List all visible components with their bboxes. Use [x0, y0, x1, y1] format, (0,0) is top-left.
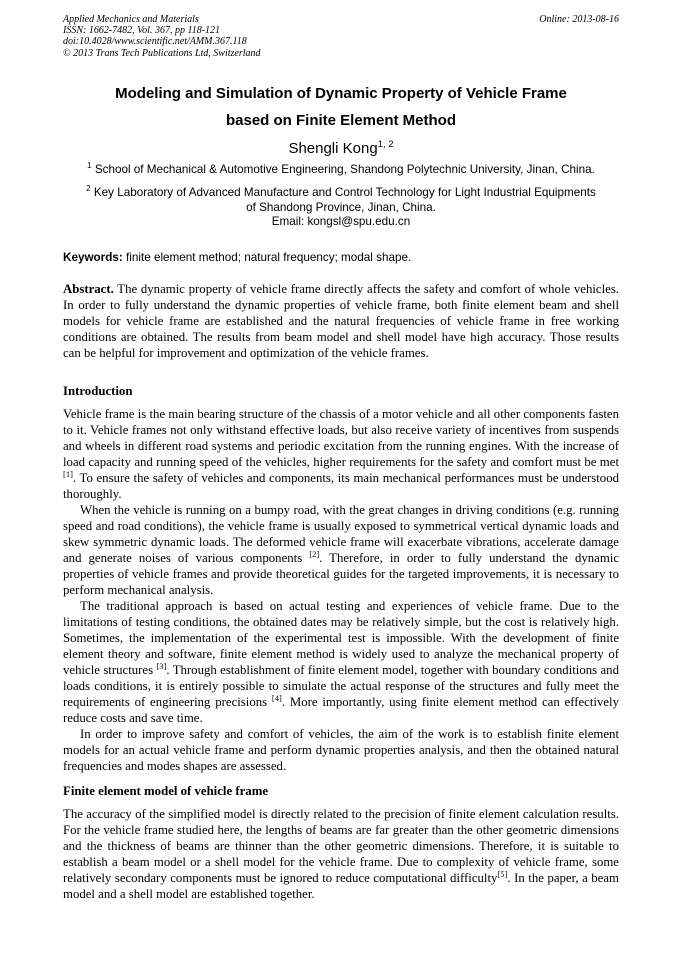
intro-p2-text-a: When the vehicle is running on a bumpy road, with the great changes in driving conditions (e.g. running speed and road conditions), the vehicle frame is usually exposed to symmetrical vertical dynamic loads and skew symmetric dynamic loads. The deformed vehicle frame will exacerbate vibrations, accelerate damage and generate noises of various components	[63, 503, 619, 565]
author-name: Shengli Kong	[288, 140, 378, 157]
fem-paragraph-1	[63, 806, 619, 902]
fem-section-heading: Finite element model of vehicle frame	[63, 784, 269, 798]
keywords	[63, 250, 619, 265]
intro-paragraph-3	[63, 598, 619, 726]
citation-3: [3]	[156, 661, 167, 671]
citation-1: [1]	[63, 469, 73, 479]
intro-p2-text-b: . Therefore, in order to fully understand the dynamic properties of vehicle frames and provide theoretical guides for the targeted improvements, it is necessary to perform mechanical analysis.	[63, 551, 620, 597]
doi-line: doi:10.4028/www.scientific.net/AMM.367.118	[63, 36, 247, 48]
author-email: Email: kongsl@spu.edu.cn	[271, 215, 411, 229]
affiliation-1-mark: 1	[87, 161, 92, 170]
abstract	[63, 281, 619, 361]
affiliation-2-line-1: Key Laboratory of Advanced Manufacture and Control Technology for Light Industrial Equipments	[93, 186, 596, 199]
abstract-text: The dynamic property of vehicle frame directly affects the safety and comfort of whole vehicles. In order to fully understand the dynamic properties of vehicle frame, both finite element beam and shell models for vehicle frame are established and the natural frequencies of vehicle frame in free working conditions are obtained. The results from beam model and shell model have high accuracy. Those results can be helpful for improvement and optimization of the vehicle frames.	[63, 282, 619, 360]
introduction-heading: Introduction	[63, 384, 133, 398]
citation-4: [4]	[271, 693, 282, 703]
journal-name: Applied Mechanics and Materials	[63, 14, 199, 25]
affiliation-2	[63, 186, 619, 230]
abstract-label: Abstract.	[63, 282, 114, 296]
fem-section-body	[63, 806, 619, 902]
citation-5: [5]	[497, 869, 508, 879]
fem-p1-text-a: The accuracy of the simplified model is directly related to the precision of finite element calculation results. For the vehicle frame studied here, the lengths of beams are far greater than the other geometric dimensions and the thickness of beams are thinner than the other geometric dimensions. Therefore, it is suitable to establish a beam model or a shell model for the vehicle frame. Due to complexity of vehicle frame, some relatively secondary components must be ignored to reduce computational difficulty	[63, 807, 619, 885]
intro-paragraph-2	[63, 502, 619, 598]
title-line-2: based on Finite Element Method	[225, 112, 457, 129]
citation-2: [2]	[309, 549, 320, 559]
intro-paragraph-1	[63, 406, 619, 502]
author-line	[63, 138, 619, 160]
affiliation-2-line-2: of Shandong Province, Jinan, China.	[246, 200, 436, 214]
author-affiliation-marks: 1, 2	[377, 139, 394, 150]
intro-p3-text-c: . More importantly, using finite element method can effectively reduce costs and save time.	[63, 695, 619, 725]
keywords-text: finite element method; natural frequency; modal shape.	[126, 251, 412, 264]
affiliation-2-mark: 2	[86, 184, 91, 193]
fem-p1-text-b: . In the paper, a beam model and a shell model are established together.	[63, 871, 619, 901]
affiliation-1-text: School of Mechanical & Automotive Engineering, Shandong Polytechnic University, Jinan, China.	[94, 163, 595, 176]
copyright-line: © 2013 Trans Tech Publications Ltd, Switzerland	[63, 47, 261, 59]
intro-p3-text-b: . Through establishment of finite element model, together with boundary conditions and loads conditions, it is entirely possible to simulate the actual response of the structures and fully meet the requirements of engineering precisions	[63, 663, 619, 709]
intro-p1-text-b: . To ensure the safety of vehicles and components, its main mechanical performances must be understood thoroughly.	[63, 471, 619, 501]
online-date: Online: 2013-08-16	[539, 14, 619, 25]
title-line-1: Modeling and Simulation of Dynamic Property of Vehicle Frame	[115, 85, 567, 102]
paper-title	[63, 80, 619, 134]
affiliation-1	[63, 163, 619, 178]
issn-line: ISSN: 1662-7482, Vol. 367, pp 118-121	[63, 25, 221, 37]
keywords-label: Keywords:	[63, 251, 123, 264]
intro-p1-text-a: Vehicle frame is the main bearing structure of the chassis of a motor vehicle and all other components fasten to it. Vehicle frames not only withstand effective loads, but also receive variety of incentives from suspends and wheels in different road systems and periodic excitation from the running engines. With the increase of load capacity and running speed of the vehicles, higher requirements for the safety and comfort must be met	[63, 407, 619, 469]
intro-p3-text-a: The traditional approach is based on actual testing and experiences of vehicle frame. Due to the limitations of testing conditions, the obtained dates may be relatively simple, but the cost is relatively high. Sometimes, the implementation of the experimental test is impossible. With the development of finite element theory and software, finite element method is widely used to analyze the mechanical property of vehicle structures	[63, 599, 619, 677]
intro-paragraph-4: In order to improve safety and comfort of vehicles, the aim of the work is to establish finite element models for an actual vehicle frame and perform dynamic properties analysis, and then the obtained natural frequencies and modes shapes are assessed.	[63, 727, 619, 773]
journal-header	[63, 14, 619, 59]
introduction-body	[63, 406, 619, 774]
